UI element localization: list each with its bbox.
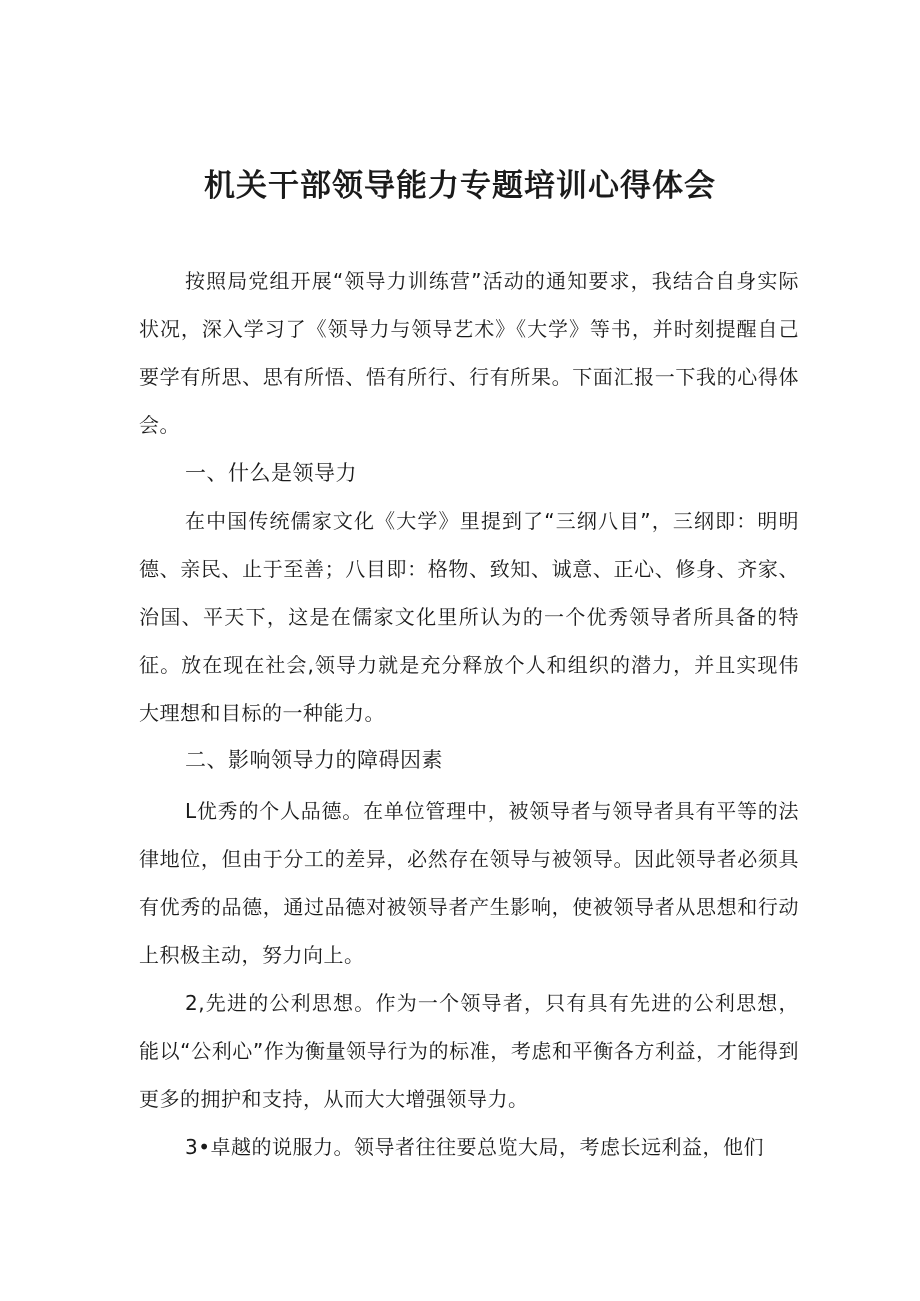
intro-paragraph: 按照局党组开展“领导力训练营”活动的通知要求，我结合自身实际状况，深入学习了《领导力与领导艺术》《大学》等书，并时刻提醒自己要学有所思、思有所悟、悟有所行、行有所果。下面汇报一下我的心得体会。 bbox=[139, 269, 799, 437]
section-1-paragraph: 在中国传统儒家文化《大学》里提到了“三纲八目”，三纲即：明明德、亲民、止于至善；八目即：格物、致知、诚意、正心、修身、齐家、治国、平天下，这是在儒家文化里所认为的一个优秀领导者所具备的特征。放在现在社会,领导力就是充分释放个人和组织的潜力，并且实现伟大理想和目标的一种能力。 bbox=[139, 509, 799, 725]
section-2-item-3: 3•卓越的说服力。领导者往往要总览大局，考虑长远利益，他们 bbox=[185, 1135, 765, 1159]
section-2-heading: 二、影响领导力的障碍因素 bbox=[185, 748, 443, 772]
section-2-item-1: L优秀的个人品德。在单位管理中，被领导者与领导者具有平等的法律地位，但由于分工的差异，必然存在领导与被领导。因此领导者必须具有优秀的品德，通过品德对被领导者产生影响，使被领导者从思想和行动上积极主动，努力向上。 bbox=[139, 799, 799, 967]
document-title: 机关干部领导能力专题培训心得体会 bbox=[204, 168, 716, 204]
section-1-heading: 一、什么是领导力 bbox=[185, 461, 357, 485]
section-2-item-2: 2,先进的公利思想。作为一个领导者，只有具有先进的公利思想，能以“公利心”作为衡量领导行为的标准，考虑和平衡各方利益，才能得到更多的拥护和支持，从而大大增强领导力。 bbox=[139, 991, 799, 1111]
